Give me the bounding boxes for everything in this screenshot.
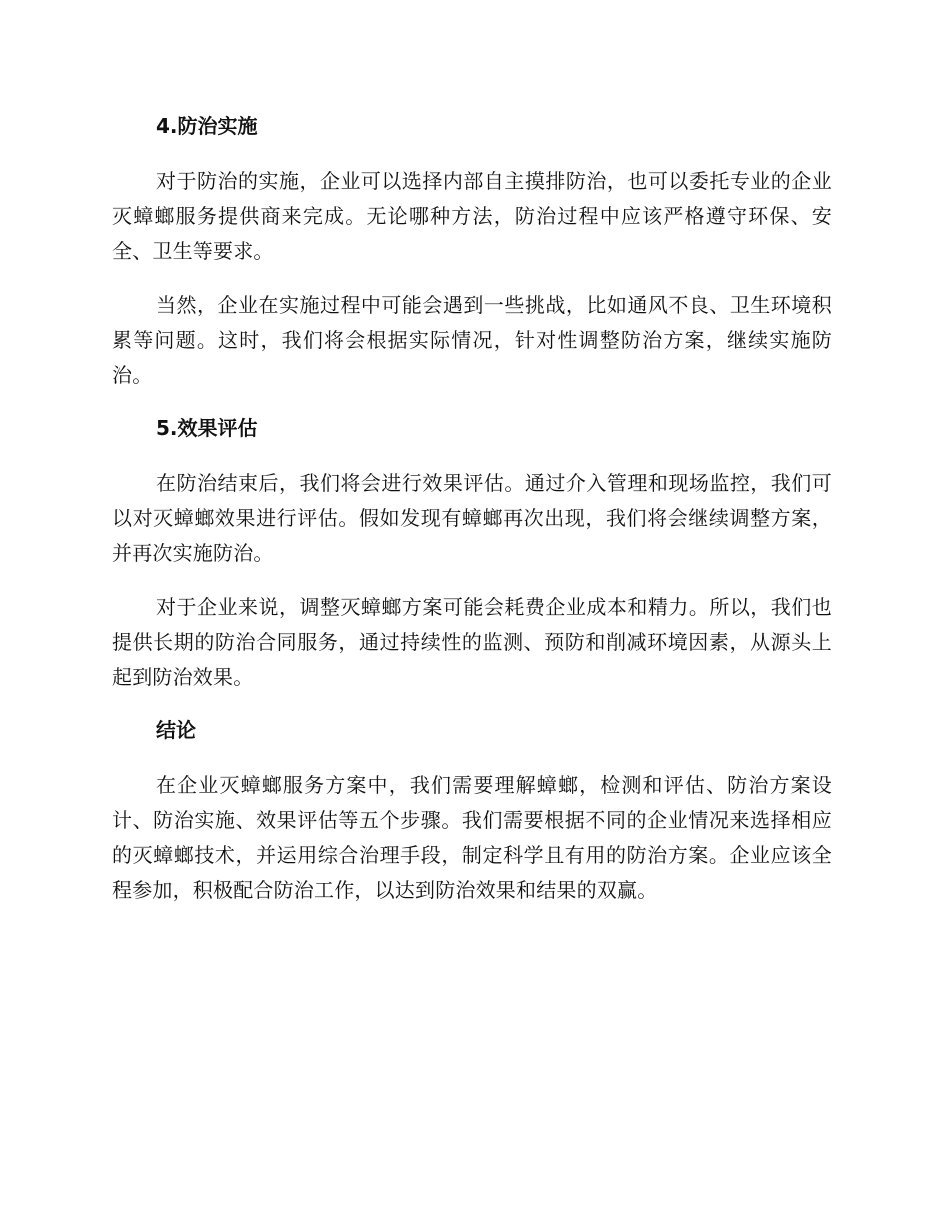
- paragraph-evaluation-1: 在防治结束后，我们将会进行效果评估。通过介入管理和现场监控，我们可以对灭蟑螂效果进行评估。假如发现有蟑螂再次出现，我们将会继续调整方案，并再次实施防治。: [112, 471, 832, 565]
- paragraph-implementation-1: 对于防治的实施，企业可以选择内部自主摸排防治，也可以委托专业的企业灭蟑螂服务提供商来完成。无论哪种方法，防治过程中应该严格遵守环保、安全、卫生等要求。: [112, 169, 832, 263]
- paragraph-evaluation-2: 对于企业来说，调整灭蟑螂方案可能会耗费企业成本和精力。所以，我们也提供长期的防治合同服务，通过持续性的监测、预防和削减环境因素，从源头上起到防治效果。: [112, 595, 832, 689]
- section-heading-evaluation: 5.效果评估: [156, 416, 258, 440]
- paragraph-implementation-2: 当然，企业在实施过程中可能会遇到一些挑战，比如通风不良、卫生环境积累等问题。这时，我们将会根据实际情况，针对性调整防治方案，继续实施防治。: [112, 293, 832, 387]
- paragraph-conclusion: 在企业灭蟑螂服务方案中，我们需要理解蟑螂，检测和评估、防治方案设计、防治实施、效果评估等五个步骤。我们需要根据不同的企业情况来选择相应的灭蟑螂技术，并运用综合治理手段，制定科学且有用的防治方案。企业应该全程参加，积极配合防治工作，以达到防治效果和结果的双赢。: [112, 773, 832, 902]
- document-page: [112, 110, 832, 908]
- section-heading-conclusion: 结论: [156, 718, 196, 742]
- section-heading-implementation: 4.防治实施: [156, 114, 258, 138]
